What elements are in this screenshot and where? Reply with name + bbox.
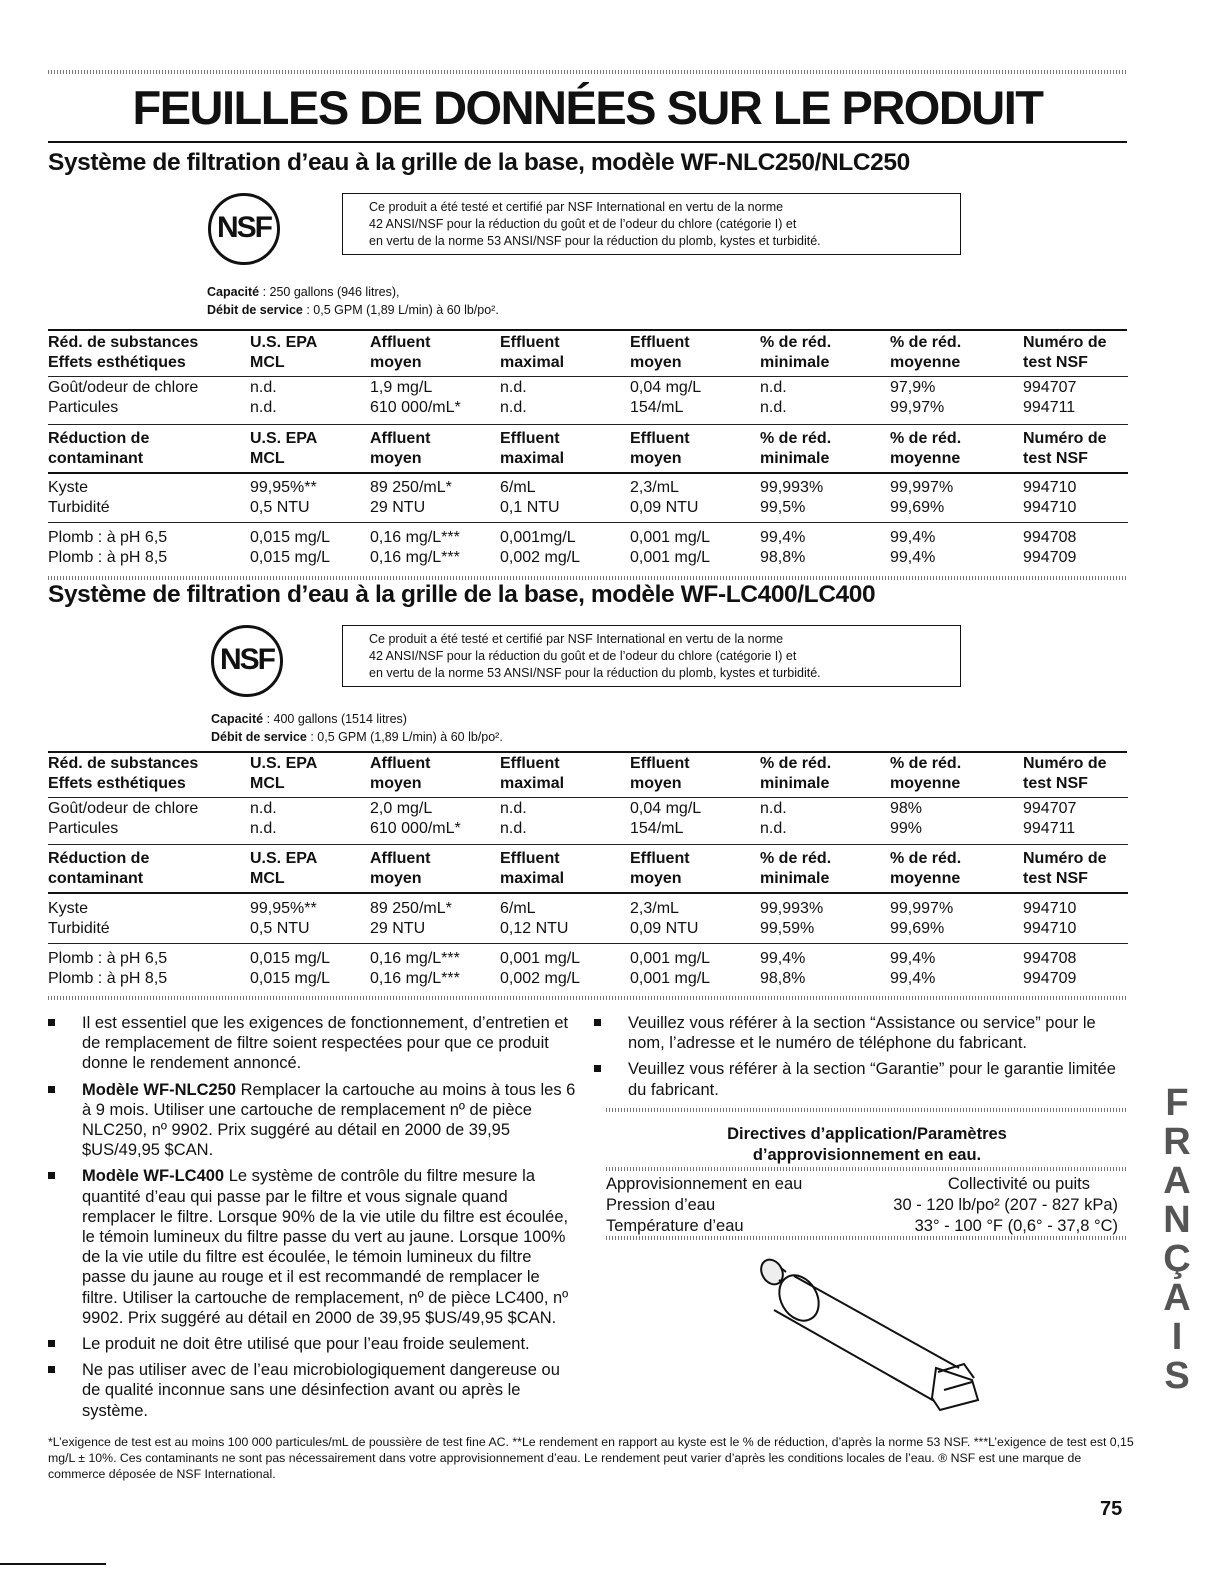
table-row: [48, 969, 1128, 989]
table-cell: 2,3/mL: [630, 479, 679, 496]
flow-value: : 0,5 GPM (1,89 L/min) à 60 lb/po².: [302, 303, 499, 317]
table-cell: 1,9 mg/L: [370, 379, 433, 396]
settings-title: Directives d’application/Paramètres: [727, 1125, 1007, 1143]
table-cell: n.d.: [500, 379, 527, 396]
table-cell: 0,12 NTU: [500, 920, 569, 937]
table-cell: 89 250/mL*: [370, 479, 452, 496]
table-cell: 99,69%: [890, 499, 945, 516]
table-cell: 0,5 NTU: [250, 499, 310, 516]
column-header: Affluent: [370, 755, 431, 772]
column-header: U.S. EPA: [250, 430, 318, 447]
table-cell: Particules: [48, 399, 119, 416]
column-header: Numéro de: [1023, 850, 1107, 867]
column-header: Effluent: [630, 755, 690, 772]
page-number: 75: [1100, 1498, 1123, 1520]
table-cell: Plomb : à pH 6,5: [48, 950, 168, 967]
table-cell: 994710: [1023, 479, 1077, 496]
table-rule: [48, 892, 1128, 894]
column-header: moyen: [370, 450, 422, 467]
column-header: Numéro de: [1023, 334, 1107, 351]
table-rule: [48, 472, 1128, 474]
table-cell: 99,4%: [890, 549, 936, 566]
table-row: [48, 528, 1128, 548]
column-header: U.S. EPA: [250, 755, 318, 772]
table-cell: 99,4%: [760, 950, 806, 967]
column-header: % de réd.: [760, 755, 832, 772]
table-cell: 99,997%: [890, 900, 954, 917]
table-top-rule: [48, 329, 1127, 331]
table-cell: n.d.: [500, 800, 527, 817]
cert-line: en vertu de la norme 53 ANSI/NSF pour la réduction du plomb, kystes et turbidité.: [369, 666, 821, 680]
column-header: maximal: [500, 775, 565, 792]
table-cell: 29 NTU: [370, 499, 426, 516]
column-header: moyenne: [890, 775, 961, 792]
column-header: moyen: [630, 354, 682, 371]
flow-value: : 0,5 GPM (1,89 L/min) à 60 lb/po².: [306, 730, 503, 744]
table-cell: 99,4%: [890, 970, 936, 987]
column-header: Numéro de: [1023, 755, 1107, 772]
list-item: Ne pas utiliser avec de l’eau microbiologiquement dangereuse ou de qualité inconnue sans une désinfection avant ou après le système.: [48, 1360, 578, 1421]
column-header: test NSF: [1023, 775, 1088, 792]
column-header: moyenne: [890, 450, 961, 467]
column-header: MCL: [250, 775, 285, 792]
cert-line: 42 ANSI/NSF pour la réduction du goût et de l’odeur du chlore (catégorie I) et: [369, 217, 797, 231]
column-header: % de réd.: [890, 334, 962, 351]
nsf-logo-icon: NSF: [208, 193, 280, 265]
table-rule: [48, 424, 1128, 425]
table-header-row: [48, 754, 1128, 774]
table-cell: 994710: [1023, 499, 1077, 516]
column-header: contaminant: [48, 870, 144, 887]
column-header: Effluent: [630, 334, 690, 351]
table-cell: Turbidité: [48, 499, 110, 516]
table-cell: Plomb : à pH 6,5: [48, 529, 168, 546]
column-header: % de réd.: [890, 755, 962, 772]
table-rule: [48, 522, 1128, 523]
table-cell: 154/mL: [630, 399, 684, 416]
table-cell: 98,8%: [760, 970, 806, 987]
column-header: maximal: [500, 870, 565, 887]
table-cell: 994707: [1023, 800, 1077, 817]
table-cell: Goût/odeur de chlore: [48, 379, 199, 396]
list-item: Il est essentiel que les exigences de fonctionnement, d’entretien et de remplacement de filtre soient respectées pour que ce produit donne le rendement annoncé.: [48, 1013, 578, 1074]
table-cell: 0,16 mg/L***: [370, 950, 460, 967]
water-settings-table: [606, 1110, 1128, 1237]
column-header: Effets esthétiques: [48, 775, 186, 792]
table-cell: n.d.: [760, 379, 787, 396]
table-cell: 99%: [890, 820, 923, 837]
column-header: moyenne: [890, 354, 961, 371]
table-row: [48, 378, 1128, 398]
table-cell: 99,993%: [760, 479, 824, 496]
column-header: moyen: [370, 354, 422, 371]
column-header: minimale: [760, 775, 830, 792]
column-header: maximal: [500, 354, 565, 371]
settings-row: Température d’eau 33° - 100 °F (0,6° - 37,8 °C): [606, 1217, 1118, 1235]
table-header-row: [48, 353, 1128, 373]
table-cell: 6/mL: [500, 479, 536, 496]
table-header-row: [48, 333, 1128, 353]
section-divider: [48, 996, 1127, 1000]
table-cell: Kyste: [48, 900, 89, 917]
table-cell: 0,09 NTU: [630, 499, 699, 516]
table-row: [48, 548, 1128, 568]
notes-left: [48, 1013, 578, 1427]
column-header: Effluent: [500, 334, 560, 351]
table-cell: Goût/odeur de chlore: [48, 800, 199, 817]
settings-divider: [606, 1167, 1127, 1171]
footnote: *L’exigence de test est au moins 100 000 particules/mL de poussière de test fine AC. **Le rendement en rapport au kyste est le % de réduction, d’après la norme 53 NSF. ***L’exigence de test est 0,15 mg/L ± 10%. Ces contaminants ne sont pas nécessairement dans votre approvisionnement d’eau. Le rendement peut varier d’après les conditions locales de l’eau. ® NSF est une marque de commerce déposée de NSF International.: [48, 1435, 1134, 1481]
table-cell: 994708: [1023, 950, 1077, 967]
table-cell: 994708: [1023, 529, 1077, 546]
table-cell: 2,0 mg/L: [370, 800, 433, 817]
table-cell: 99,59%: [760, 920, 815, 937]
column-header: Affluent: [370, 430, 431, 447]
table-cell: n.d.: [760, 820, 787, 837]
column-header: minimale: [760, 870, 830, 887]
capacity-line: [211, 711, 407, 728]
column-header: Affluent: [370, 334, 431, 351]
column-header: % de réd.: [760, 430, 832, 447]
section-title-nlc250: Système de filtration d’eau à la grille de la base, modèle WF-NLC250/NLC250: [48, 149, 910, 176]
table-cell: 154/mL: [630, 820, 684, 837]
table-cell: 994711: [1023, 399, 1076, 416]
table-cell: 0,16 mg/L***: [370, 549, 460, 566]
table-cell: 0,16 mg/L***: [370, 970, 460, 987]
page-title: FEUILLES DE DONNÉES SUR LE PRODUIT: [132, 81, 1043, 134]
column-header: Réduction de: [48, 430, 150, 447]
table-cell: 89 250/mL*: [370, 900, 452, 917]
column-header: test NSF: [1023, 870, 1088, 887]
settings-row: Pression d’eau 30 - 120 lb/po² (207 - 827 kPa): [606, 1196, 1118, 1214]
table-cell: 0,002 mg/L: [500, 970, 581, 987]
table-cell: 994710: [1023, 900, 1077, 917]
cert-line: Ce produit a été testé et certifié par NSF International en vertu de la norme: [369, 200, 784, 214]
cert-line: en vertu de la norme 53 ANSI/NSF pour la réduction du plomb, kystes et turbidité.: [369, 234, 821, 248]
table-cell: 99,69%: [890, 920, 945, 937]
nsf-logo-icon: NSF: [211, 625, 283, 697]
table-cell: 0,04 mg/L: [630, 379, 702, 396]
column-header: U.S. EPA: [250, 334, 318, 351]
table-cell: 29 NTU: [370, 920, 426, 937]
table-row: [48, 398, 1128, 418]
column-header: Réd. de substances: [48, 755, 199, 772]
column-header: % de réd.: [890, 850, 962, 867]
table-cell: 6/mL: [500, 900, 536, 917]
table-cell: 0,001 mg/L: [630, 950, 711, 967]
table-cell: 0,001mg/L: [500, 529, 576, 546]
column-header: % de réd.: [890, 430, 962, 447]
notes-right: [594, 1013, 1134, 1106]
column-header: contaminant: [48, 450, 144, 467]
column-header: maximal: [500, 450, 565, 467]
column-header: moyen: [630, 450, 682, 467]
table-cell: 994707: [1023, 379, 1077, 396]
table-cell: 97,9%: [890, 379, 936, 396]
table-cell: Plomb : à pH 8,5: [48, 970, 168, 987]
column-header: Effluent: [500, 430, 560, 447]
table-row: [48, 919, 1128, 939]
table-rule: [48, 943, 1128, 944]
column-header: test NSF: [1023, 450, 1088, 467]
table-cell: 99,997%: [890, 479, 954, 496]
table-cell: 610 000/mL*: [370, 399, 461, 416]
side-tab-francais: F R A N Ç A I S: [1163, 1082, 1191, 1397]
table-cell: 98,8%: [760, 549, 806, 566]
column-header: moyen: [370, 870, 422, 887]
table-cell: 0,001 mg/L: [500, 950, 581, 967]
settings-row: Approvisionnement en eau Collectivité ou puits: [606, 1175, 1090, 1193]
table-cell: 0,16 mg/L***: [370, 529, 460, 546]
table-cell: 0,015 mg/L: [250, 970, 331, 987]
table-cell: 994710: [1023, 920, 1077, 937]
table-cell: 994709: [1023, 549, 1077, 566]
table-header-row: [48, 774, 1128, 794]
settings-title: d’approvisionnement en eau.: [752, 1146, 982, 1164]
table-cell: 98%: [890, 800, 923, 817]
certification-box: [342, 625, 961, 687]
top-dotted-rule: [48, 70, 1127, 74]
table-cell: 99,4%: [890, 529, 936, 546]
column-header: minimale: [760, 354, 830, 371]
table-rule: [48, 844, 1128, 845]
table-cell: 0,001 mg/L: [630, 529, 711, 546]
table-cell: 99,95%**: [250, 900, 317, 917]
column-header: Effluent: [500, 850, 560, 867]
column-header: % de réd.: [760, 334, 832, 351]
table-row: [48, 799, 1128, 819]
table-cell: 0,015 mg/L: [250, 549, 331, 566]
table-cell: n.d.: [760, 399, 787, 416]
table-cell: 0,09 NTU: [630, 920, 699, 937]
capacity-value: : 400 gallons (1514 litres): [263, 712, 407, 726]
table-row: [48, 819, 1128, 839]
table-rule: [48, 797, 1128, 798]
column-header: Numéro de: [1023, 430, 1107, 447]
table-cell: n.d.: [250, 820, 277, 837]
table-cell: 610 000/mL*: [370, 820, 461, 837]
table-row: [48, 478, 1128, 498]
table-cell: n.d.: [250, 800, 277, 817]
table-cell: 0,015 mg/L: [250, 950, 331, 967]
table-cell: 99,5%: [760, 499, 806, 516]
table-cell: Particules: [48, 820, 119, 837]
column-header: MCL: [250, 354, 285, 371]
table-cell: 0,1 NTU: [500, 499, 560, 516]
table-cell: n.d.: [760, 800, 787, 817]
section-title-lc400: Système de filtration d’eau à la grille de la base, modèle WF-LC400/LC400: [48, 581, 876, 608]
cert-line: 42 ANSI/NSF pour la réduction du goût et de l’odeur du chlore (catégorie I) et: [369, 649, 797, 663]
table-cell: n.d.: [250, 399, 277, 416]
title-rule: [48, 141, 1127, 143]
table-rule: [48, 376, 1128, 377]
capacity-line: [207, 284, 399, 301]
table-row: [48, 498, 1128, 518]
column-header: test NSF: [1023, 354, 1088, 371]
table-cell: 0,04 mg/L: [630, 800, 702, 817]
column-header: Effets esthétiques: [48, 354, 186, 371]
flow-label: Débit de service: [207, 303, 303, 317]
column-header: % de réd.: [760, 850, 832, 867]
column-header: moyen: [370, 775, 422, 792]
table-header-row: [48, 849, 1128, 869]
column-header: moyenne: [890, 870, 961, 887]
table-row: [48, 899, 1128, 919]
table-cell: n.d.: [250, 379, 277, 396]
column-header: MCL: [250, 450, 285, 467]
column-header: Effluent: [630, 850, 690, 867]
settings-bottom-rule: [606, 1236, 1127, 1240]
column-header: Réduction de: [48, 850, 150, 867]
column-header: moyen: [630, 775, 682, 792]
certification-box: [342, 193, 961, 255]
table-cell: 0,5 NTU: [250, 920, 310, 937]
table-header-row: [48, 449, 1128, 469]
table-cell: 99,95%**: [250, 479, 317, 496]
column-header: minimale: [760, 450, 830, 467]
table-cell: 99,97%: [890, 399, 945, 416]
flow-line: [207, 302, 499, 319]
table-cell: 994709: [1023, 970, 1077, 987]
table-cell: 99,4%: [890, 950, 936, 967]
table-cell: 0,001 mg/L: [630, 549, 711, 566]
column-header: Effluent: [630, 430, 690, 447]
list-item: Modèle WF-NLC250 Remplacer la cartouche au moins à tous les 6 à 9 mois. Utiliser une cartouche de remplacement nº de pièce NLC250, nº 9902. Prix suggéré au détail en 2000 de 39,95 $US/49,95 $CAN.: [48, 1080, 578, 1161]
flow-label: Débit de service: [211, 730, 307, 744]
table-cell: Kyste: [48, 479, 89, 496]
table-top-rule: [48, 751, 1127, 753]
table-header-row: [48, 429, 1128, 449]
table-cell: n.d.: [500, 820, 527, 837]
column-header: Effluent: [500, 755, 560, 772]
table-row: [48, 949, 1128, 969]
table-cell: 994711: [1023, 820, 1076, 837]
table-cell: 0,002 mg/L: [500, 549, 581, 566]
table-cell: 0,015 mg/L: [250, 529, 331, 546]
list-item: Le produit ne doit être utilisé que pour l’eau froide seulement.: [48, 1334, 578, 1354]
list-item: Veuillez vous référer à la section “Garantie” pour le garantie limitée du fabricant.: [594, 1059, 1134, 1099]
table-cell: Turbidité: [48, 920, 110, 937]
capacity-label: Capacité: [207, 285, 260, 299]
column-header: Réd. de substances: [48, 334, 199, 351]
capacity-label: Capacité: [211, 712, 264, 726]
list-item: Veuillez vous référer à la section “Assistance ou service” pour le nom, l’adresse et le numéro de téléphone du fabricant.: [594, 1013, 1134, 1053]
column-header: MCL: [250, 870, 285, 887]
column-header: U.S. EPA: [250, 850, 318, 867]
list-item: Modèle WF-LC400 Le système de contrôle du filtre mesure la quantité d’eau qui passe par le filtre et vous signale quand remplacer le filtre. Lorsque 90% de la vie utile du filtre est écoulée, le témoin lumineux du filtre passe du vert au jaune. Lorsque 100% de la vie utile du filtre est écoulée, le témoin lumineux du filtre passe du jaune au rouge et il est recommandé de remplacer le filtre. Utiliser la cartouche de remplacement, nº de pièce LC400, nº 9902. Prix suggéré au détail en 2000 de 39,95 $US/49,95 $CAN.: [48, 1166, 578, 1328]
table-cell: n.d.: [500, 399, 527, 416]
filter-cartridge-illustration: [724, 1250, 994, 1420]
table-cell: 99,4%: [760, 529, 806, 546]
table-header-row: [48, 869, 1128, 889]
cert-line: Ce produit a été testé et certifié par NSF International en vertu de la norme: [369, 632, 784, 646]
capacity-value: : 250 gallons (946 litres),: [259, 285, 400, 299]
table-cell: 0,001 mg/L: [630, 970, 711, 987]
table-cell: Plomb : à pH 8,5: [48, 549, 168, 566]
column-header: moyen: [630, 870, 682, 887]
table-cell: 2,3/mL: [630, 900, 679, 917]
table-cell: 99,993%: [760, 900, 824, 917]
column-header: Affluent: [370, 850, 431, 867]
bottom-edge-rule: [0, 1563, 106, 1565]
flow-line: [211, 729, 503, 746]
